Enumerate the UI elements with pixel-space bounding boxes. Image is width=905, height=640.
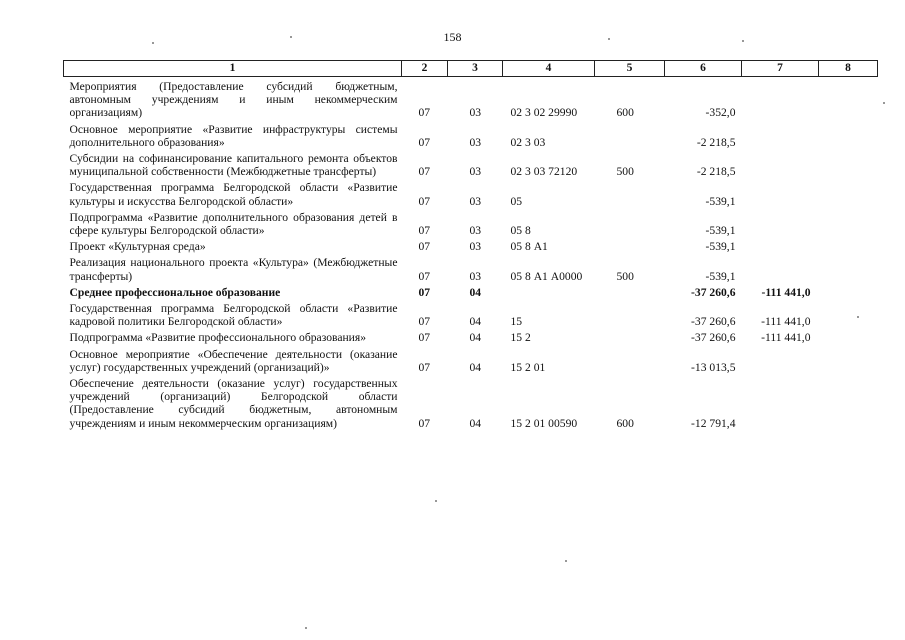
table-row [64,328,878,344]
header-col-1: 1 [64,61,402,77]
row-subsection: 04 [469,285,482,299]
row-target-code: 05 8 А1 А0000 [510,269,583,283]
row-description: Государственная программа Белгородской области «Развитие кадровой политики Белгородской области» [69,302,398,329]
row-target-code: 05 8 А1 [510,240,548,254]
table-row [64,299,878,328]
table-row [64,253,878,282]
table-row [64,149,878,178]
scan-speck [565,560,567,562]
row-section: 07 [418,269,431,283]
row-amount-1: -12 791,4 [691,416,736,430]
row-amount-1: -539,1 [705,240,736,254]
row-section: 07 [418,285,431,299]
row-amount-1: -539,1 [705,224,736,238]
row-description: Обеспечение деятельности (оказание услуг) государственных учреждений (организаций) Белгородской области (Предоставление субсидий бюджетным, автономным учреждениям и иным некоммерческим организациям) [69,377,398,430]
row-description: Среднее профессиональное образование [69,285,281,299]
row-amount-1: -37 260,6 [691,315,736,329]
row-amount-2 [742,374,819,430]
row-subsection: 03 [469,224,482,238]
page-number: 158 [443,30,462,44]
row-description: Государственная программа Белгородской области «Развитие культуры и искусства Белгородской области» [69,181,398,208]
row-target-code: 15 [510,315,523,329]
row-subsection: 03 [469,135,482,149]
row-section: 07 [418,315,431,329]
header-col-5: 5 [595,61,665,77]
row-amount-1: -2 218,5 [696,165,736,179]
row-amount-2: -111 441,0 [761,331,811,345]
row-description: Мероприятия (Предоставление субсидий бюджетным, автономным учреждениям и иным некоммерческим организациям) [69,80,398,120]
row-amount-2 [742,149,819,178]
table-row [64,178,878,207]
row-expense-type: 500 [616,269,634,283]
row-amount-2 [742,77,819,120]
row-amount-3 [819,253,878,282]
row-description: Реализация национального проекта «Культура» (Межбюджетные трансферты) [69,256,398,283]
table-row [64,283,878,299]
row-subsection: 03 [469,165,482,179]
row-subsection: 03 [469,194,482,208]
row-target-code: 02 3 02 29990 [510,106,578,120]
row-amount-2 [742,345,819,374]
row-section: 07 [418,106,431,120]
row-amount-3 [819,178,878,207]
row-target-code: 02 3 03 [510,135,546,149]
header-col-2: 2 [402,61,448,77]
table-row [64,237,878,253]
row-amount-1: -37 260,6 [691,285,736,299]
row-expense-type [595,299,665,328]
row-target-code: 05 8 [510,224,531,238]
row-amount-3 [819,208,878,237]
row-expense-type [595,120,665,149]
scan-speck [883,102,885,104]
row-target-code: 15 2 01 00590 [510,416,578,430]
row-section: 07 [418,360,431,374]
table-row [64,77,878,120]
row-amount-3 [819,299,878,328]
row-expense-type [595,237,665,253]
row-section: 07 [418,331,431,345]
row-expense-type [595,328,665,344]
table-row [64,120,878,149]
row-amount-3 [819,237,878,253]
row-section: 07 [418,224,431,238]
table-row [64,345,878,374]
scan-speck [857,316,859,318]
row-amount-1: -539,1 [705,269,736,283]
row-amount-3 [819,374,878,430]
row-amount-3 [819,149,878,178]
row-subsection: 04 [469,331,482,345]
header-col-3: 3 [448,61,503,77]
row-subsection: 04 [469,416,482,430]
row-amount-2 [742,178,819,207]
table-row [64,374,878,430]
table-row [64,208,878,237]
row-amount-2 [742,237,819,253]
table-body [64,77,878,430]
row-amount-1: -539,1 [705,194,736,208]
row-target-code: 02 3 03 72120 [510,165,578,179]
header-col-6: 6 [665,61,742,77]
row-description: Субсидии на софинансирование капитального ремонта объектов муниципальной собственности (Межбюджетные трансферты) [69,152,398,179]
row-expense-type: 500 [616,165,634,179]
row-subsection: 03 [469,240,482,254]
row-section: 07 [418,165,431,179]
scan-speck [435,500,437,502]
header-row [64,61,878,77]
row-description: Подпрограмма «Развитие дополнительного образования детей в сфере культуры Белгородской области» [69,210,398,238]
row-target-code: 15 2 [510,331,531,345]
header-col-8: 8 [819,61,878,77]
row-amount-2 [742,120,819,149]
row-expense-type [595,283,665,299]
row-amount-1: -2 218,5 [696,135,736,149]
row-subsection: 04 [469,360,482,374]
row-target-code [503,283,595,299]
row-subsection: 04 [469,315,482,329]
row-amount-2 [742,253,819,282]
row-expense-type: 600 [616,106,634,120]
header-col-7: 7 [742,61,819,77]
row-target-code: 15 2 01 [510,360,546,374]
row-section: 07 [418,135,431,149]
row-expense-type [595,178,665,207]
row-amount-3 [819,283,878,299]
row-amount-3 [819,345,878,374]
row-amount-2: -111 441,0 [761,285,811,299]
row-expense-type: 600 [616,416,634,430]
row-amount-3 [819,328,878,344]
row-description: Основное мероприятие «Развитие инфраструктуры системы дополнительного образования» [69,122,398,149]
header-col-4: 4 [503,61,595,77]
row-amount-3 [819,77,878,120]
row-expense-type [595,208,665,237]
scan-speck [290,36,292,38]
row-subsection: 03 [469,269,482,283]
row-amount-1: -37 260,6 [691,331,736,345]
row-target-code: 05 [510,194,523,208]
row-amount-2: -111 441,0 [761,315,811,329]
scan-speck [152,42,154,44]
budget-table [63,60,878,430]
row-amount-1: -352,0 [705,106,736,120]
row-description: Проект «Культурная среда» [69,240,206,254]
row-description: Подпрограмма «Развитие профессионального образования» [69,331,367,345]
scan-speck [305,627,307,629]
row-section: 07 [418,194,431,208]
row-section: 07 [418,240,431,254]
row-subsection: 03 [469,106,482,120]
row-section: 07 [418,416,431,430]
row-description: Основное мероприятие «Обеспечение деятельности (оказание услуг) государственных учреждений (организаций)» [69,347,398,374]
scan-speck [608,38,610,40]
row-amount-3 [819,120,878,149]
row-expense-type [595,345,665,374]
row-amount-2 [742,208,819,237]
row-amount-1: -13 013,5 [691,360,736,374]
scan-speck [742,40,744,42]
